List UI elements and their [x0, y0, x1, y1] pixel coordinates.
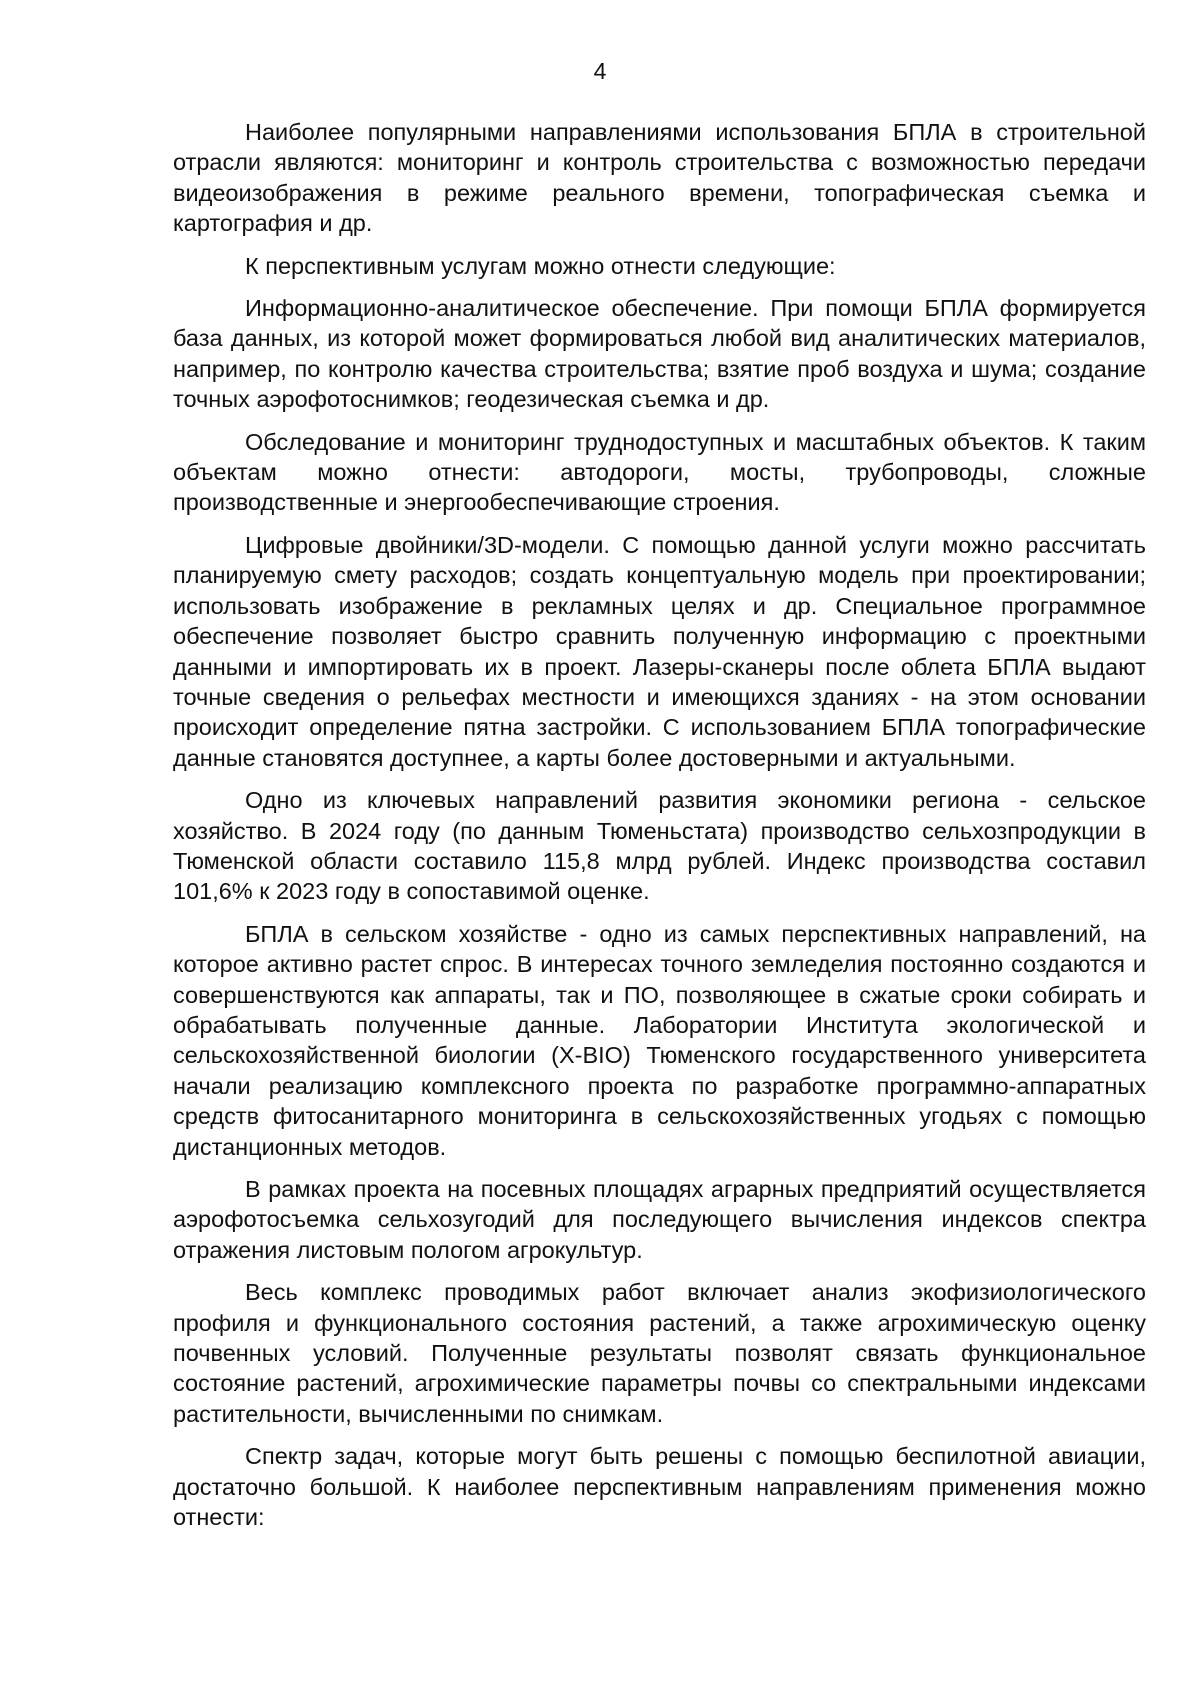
paragraph-digital-twins: Цифровые двойники/3D-модели. С помощью данной услуги можно рассчитать планируемую смету расходов; создать концептуальную модель при проектировании; использовать изображение в рекламных целях и др. Специальное программное обеспечение позволяет быстро сравнить полученную информацию с проектными данными и импортировать их в проект. Лазеры-сканеры после облета БПЛА выдают точные сведения о рельефах местности и имеющихся зданиях - на этом основании происходит определение пятна застройки. С использованием БПЛА топографические данные становятся доступнее, а карты более достоверными и актуальными. [173, 531, 1146, 771]
paragraph-work-complex: Весь комплекс проводимых работ включает анализ экофизиологического профиля и функционального состояния растений, а также агрохимическую оценку почвенных условий. Полученные результаты позволят связать функциональное состояние растений, агрохимические параметры почвы со спектральными индексами растительности, вычисленными по снимкам. [173, 1279, 1146, 1427]
paragraph-aerial-survey-project: В рамках проекта на посевных площадях аграрных предприятий осуществляется аэрофотосъемка сельхозугодий для последующего вычисления индексов спектра отражения листовым пологом агрокультур. [173, 1176, 1146, 1263]
paragraph-promising-services-intro: К перспективным услугам можно отнести следующие: [245, 252, 836, 279]
document-body [173, 117, 1146, 1544]
paragraph-inspection-monitoring: Обследование и мониторинг труднодоступных и масштабных объектов. К таким объектам можно отнести: автодороги, мосты, трубопроводы, сложные производственные и энергообеспечивающие строения. [173, 428, 1146, 516]
paragraph-information-analytics: Информационно-аналитическое обеспечение. При помощи БПЛА формируется база данных, из которой может формироваться любой вид аналитических материалов, например, по контролю качества строительства; взятие проб воздуха и шума; создание точных аэрофотоснимков; геодезическая съемка и др. [173, 295, 1146, 413]
page-number: 4 [593, 58, 607, 84]
paragraph-agriculture-economy: Одно из ключевых направлений развития экономики региона - сельское хозяйство. В 2024 году (по данным Тюменьстата) производство сельхозпродукции в Тюменской области составило 115,8 млрд рублей. Индекс производства составил 101,6% к 2023 году в сопоставимой оценке. [173, 787, 1146, 905]
paragraph-drone-construction-uses: Наиболее популярными направлениями использования БПЛА в строительной отрасли являются: мониторинг и контроль строительства с возможностью передачи видеоизображения в режиме реального времени, топографическая съемка и картография и др. [173, 119, 1146, 237]
paragraph-task-spectrum: Спектр задач, которые могут быть решены с помощью беспилотной авиации, достаточно большой. К наиболее перспективным направлениям применения можно отнести: [173, 1443, 1146, 1531]
paragraph-drones-in-agriculture: БПЛА в сельском хозяйстве - одно из самых перспективных направлений, на которое активно растет спрос. В интересах точного земледелия постоянно создаются и совершенствуются как аппараты, так и ПО, позволяющее в сжатые сроки собирать и обрабатывать полученные данные. Лаборатории Института экологической и сельскохозяйственной биологии (X-BIO) Тюменского государственного университета начали реализацию комплексного проекта по разработке программно-аппаратных средств фитосанитарного мониторинга в сельскохозяйственных угодьях с помощью дистанционных методов. [173, 920, 1146, 1160]
